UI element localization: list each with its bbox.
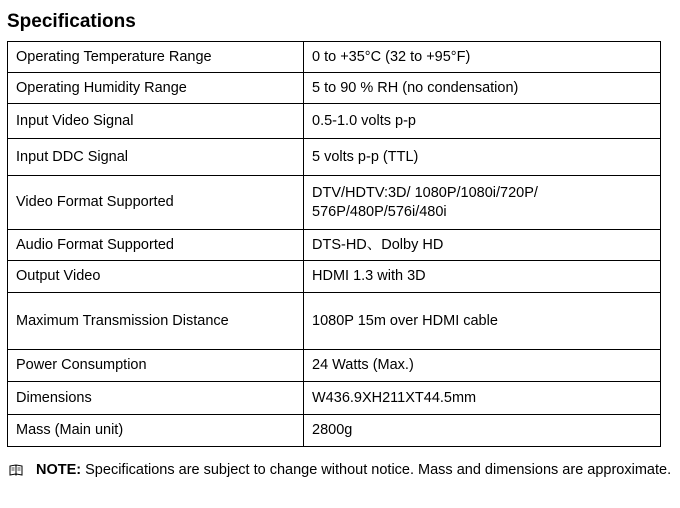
note-label: NOTE: [36,462,82,478]
spec-value: W436.9XH211XT44.5mm [304,382,661,415]
spec-label: Operating Temperature Range [8,42,304,73]
spec-value: 2800g [304,415,661,447]
spec-label: Video Format Supported [8,176,304,230]
table-row [8,415,661,447]
table-row [8,42,661,73]
book-icon [9,463,23,475]
table-row [8,104,661,139]
spec-value: 0 to +35°C (32 to +95°F) [304,42,661,73]
spec-value: HDMI 1.3 with 3D [304,261,661,293]
table-row [8,176,661,230]
spec-value: 5 volts p-p (TTL) [304,139,661,176]
table-row [8,261,661,293]
spec-label: Operating Humidity Range [8,73,304,104]
spec-value: 0.5-1.0 volts p-p [304,104,661,139]
spec-value: DTV/HDTV:3D/ 1080P/1080i/720P/ 576P/480P/576i/480i [304,176,661,230]
spec-value: DTS-HD、Dolby HD [304,230,661,261]
spec-value: 1080P 15m over HDMI cable [304,293,661,350]
spec-value: 24 Watts (Max.) [304,350,661,382]
spec-label: Audio Format Supported [8,230,304,261]
note-body: Specifications are subject to change without notice. Mass and dimensions are approximate. [85,462,672,478]
specifications-table [7,41,661,447]
table-row [8,350,661,382]
note-text [36,461,675,479]
spec-label: Dimensions [8,382,304,415]
page-title: Specifications [7,11,136,32]
spec-label: Power Consumption [8,350,304,382]
spec-label: Input Video Signal [8,104,304,139]
table-row [8,382,661,415]
spec-label: Mass (Main unit) [8,415,304,447]
note-block [9,461,675,479]
table-row [8,293,661,350]
spec-label: Input DDC Signal [8,139,304,176]
spec-label: Output Video [8,261,304,293]
spec-label: Maximum Transmission Distance [8,293,304,350]
table-row [8,73,661,104]
spec-value: 5 to 90 % RH (no condensation) [304,73,661,104]
table-row [8,139,661,176]
table-row [8,230,661,261]
